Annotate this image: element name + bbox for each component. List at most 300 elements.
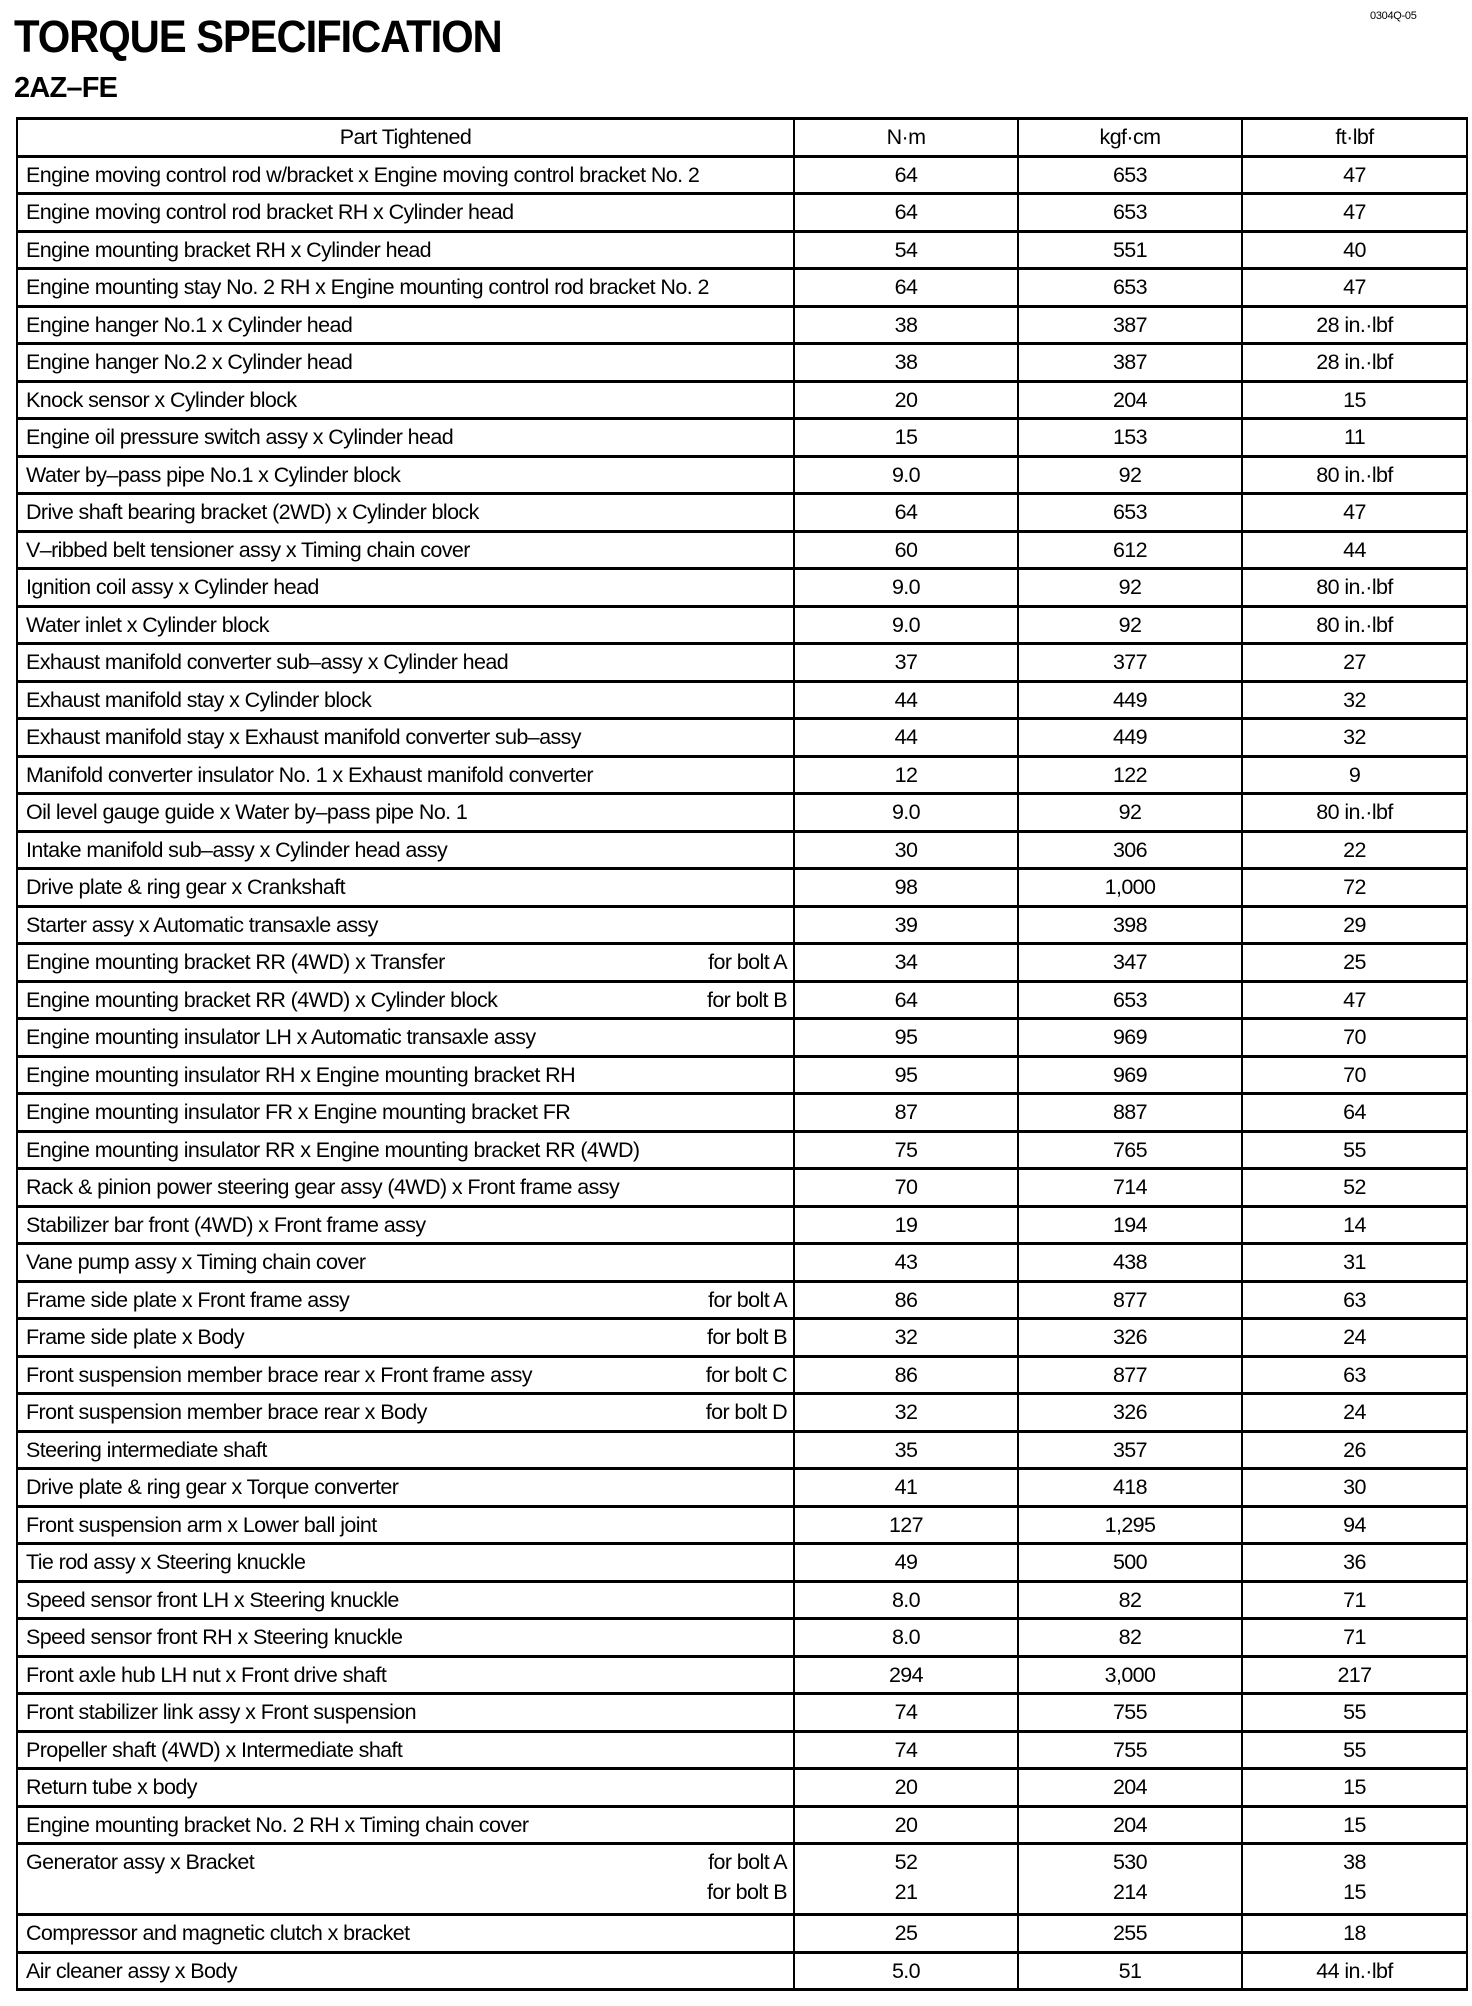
table-row [17,1094,1467,1132]
table-row-generator [17,1844,1467,1915]
part-name: Vane pump assy x Timing chain cover [26,1250,366,1274]
nm-value: 30 [794,831,1018,869]
nm-value: 39 [794,906,1018,944]
nm-value: 32 [794,1394,1018,1432]
nm-value: 19 [794,1206,1018,1244]
part-name: Exhaust manifold stay x Exhaust manifold converter sub–assy [26,725,581,749]
nm-value: 5.0 [794,1952,1018,1990]
ftlbf-value: 30 [1242,1469,1467,1507]
part-name: Steering intermediate shaft [26,1437,267,1462]
nm-value: 60 [794,531,1018,569]
table-row [17,1694,1467,1732]
table-row [17,419,1467,457]
table-row [17,719,1467,757]
part-name: Exhaust manifold converter sub–assy x Cylinder head [26,650,509,674]
table-row [17,1244,1467,1282]
part-cell [17,1544,794,1582]
kgfcm-value: 347 [1018,944,1242,982]
part-name: Engine hanger No.2 x Cylinder head [26,350,353,374]
torque-spec-table [16,117,1468,1991]
part-cell [17,1206,794,1244]
ftlbf-value: 55 [1242,1131,1467,1169]
kgfcm-value: 653 [1018,981,1242,1019]
part-name: Engine hanger No.1 x Cylinder head [26,312,353,337]
table-row [17,681,1467,719]
table-row [17,531,1467,569]
nm-value: 74 [794,1694,1018,1732]
ftlbf-value: 55 [1242,1694,1467,1732]
part-name: Knock sensor x Cylinder block [26,387,297,412]
table-row [17,456,1467,494]
part-name: Engine mounting insulator RR x Engine mounting bracket RR (4WD) [26,1137,640,1162]
nm-value: 9.0 [794,569,1018,607]
part-cell [17,1694,794,1732]
table-row [17,1131,1467,1169]
part-cell [17,269,794,307]
part-cell [17,194,794,232]
kgfcm-value: 765 [1018,1131,1242,1169]
part-name: Engine mounting stay No. 2 RH x Engine mounting control rod bracket No. 2 [26,275,709,299]
part-name: Front axle hub LH nut x Front drive shaft [26,1662,387,1687]
table-row [17,606,1467,644]
ftlbf-value: 47 [1242,156,1467,194]
table-row [17,756,1467,794]
kgfcm-value: 357 [1018,1431,1242,1469]
part-name: Ignition coil assy x Cylinder head [26,575,319,599]
nm-value: 75 [794,1131,1018,1169]
nm-value: 64 [794,156,1018,194]
table-row [17,906,1467,944]
table-row [17,381,1467,419]
ftlbf-value: 70 [1242,1019,1467,1057]
part-cell [17,1806,794,1844]
table-row [17,1206,1467,1244]
nm-value: 95 [794,1056,1018,1094]
ftlbf-value: 28 in.·lbf [1242,344,1467,382]
ftlbf-value: 47 [1242,494,1467,532]
kgfcm-value [1018,1844,1242,1915]
part-name: Engine moving control rod bracket RH x Cylinder head [26,200,514,224]
part-cell [17,1506,794,1544]
kgfcm-value: 387 [1018,306,1242,344]
kgfcm-value: 969 [1018,1056,1242,1094]
nm-value: 64 [794,269,1018,307]
header-part-tightened: Part Tightened [17,119,794,157]
ftlbf-value: 64 [1242,1094,1467,1132]
table-row [17,1169,1467,1207]
bolt-note: for bolt A [708,1850,787,1874]
ftlbf-value: 25 [1242,944,1467,982]
ftlbf-value: 71 [1242,1581,1467,1619]
ftlbf-value: 32 [1242,719,1467,757]
table-row [17,1019,1467,1057]
table-row [17,794,1467,832]
ftlbf-value: 15 [1242,381,1467,419]
part-name: Drive plate & ring gear x Crankshaft [26,875,345,899]
nm-value: 8.0 [794,1581,1018,1619]
ftlbf-value: 94 [1242,1506,1467,1544]
table-row [17,981,1467,1019]
ftlbf-value [1242,1844,1467,1915]
nm-value: 64 [794,494,1018,532]
bolt-note: for bolt A [708,950,787,974]
part-cell [17,644,794,682]
part-cell [17,1915,794,1953]
ftlbf-value: 26 [1242,1431,1467,1469]
part-name: Engine mounting bracket No. 2 RH x Timing chain cover [26,1812,529,1837]
kgfcm-value: 255 [1018,1915,1242,1953]
part-cell [17,831,794,869]
nm-value: 9.0 [794,606,1018,644]
kgfcm-value: 3,000 [1018,1656,1242,1694]
ftlbf-value: 63 [1242,1281,1467,1319]
part-cell [17,906,794,944]
table-row [17,1281,1467,1319]
kgfcm-value: 877 [1018,1356,1242,1394]
table-row [17,1915,1467,1953]
nm-value: 38 [794,344,1018,382]
part-cell [17,494,794,532]
part-cell [17,1394,794,1432]
ftlbf-value: 72 [1242,869,1467,907]
kgfcm-value: 887 [1018,1094,1242,1132]
bolt-note: for bolt B [706,1880,787,1904]
part-cell [17,719,794,757]
kgfcm-value: 755 [1018,1694,1242,1732]
part-cell [17,794,794,832]
page-title: TORQUE SPECIFICATION [14,11,502,62]
ftlbf-value: 44 [1242,531,1467,569]
nm-value: 9.0 [794,456,1018,494]
part-cell [17,156,794,194]
nm-value: 20 [794,1769,1018,1807]
part-name: Air cleaner assy x Body [26,1958,237,1983]
kgfcm-value: 204 [1018,381,1242,419]
table-row [17,1952,1467,1990]
kgfcm-value: 551 [1018,231,1242,269]
part-cell [17,1244,794,1282]
kgfcm-value: 612 [1018,531,1242,569]
kgfcm-value: 92 [1018,606,1242,644]
kgfcm-value: 500 [1018,1544,1242,1582]
ftlbf-value: 28 in.·lbf [1242,306,1467,344]
part-name: Water by–pass pipe No.1 x Cylinder block [26,462,401,487]
part-cell [17,1056,794,1094]
ftlbf-value: 71 [1242,1619,1467,1657]
part-cell [17,381,794,419]
kgfcm-value: 653 [1018,494,1242,532]
kgfcm-value: 755 [1018,1731,1242,1769]
table-header-row [17,119,1467,157]
part-name: Frame side plate x Body [26,1325,245,1349]
nm-value: 127 [794,1506,1018,1544]
kgfcm-value: 194 [1018,1206,1242,1244]
part-name: Engine mounting bracket RR (4WD) x Transfer [26,950,445,974]
nm-value: 43 [794,1244,1018,1282]
table-row [17,344,1467,382]
part-name: Return tube x body [26,1775,197,1799]
kgfcm-value: 418 [1018,1469,1242,1507]
ftlbf-value: 47 [1242,981,1467,1019]
table-row [17,1769,1467,1807]
nm-value: 15 [794,419,1018,457]
kgfcm-value: 714 [1018,1169,1242,1207]
nm-value: 294 [794,1656,1018,1694]
part-name: Exhaust manifold stay x Cylinder block [26,687,372,712]
ftlbf-value: 47 [1242,194,1467,232]
ftlbf-value: 40 [1242,231,1467,269]
document-code: 0304Q-05 [1370,10,1417,22]
part-name: Intake manifold sub–assy x Cylinder head assy [26,837,448,862]
ftlbf-value: 31 [1242,1244,1467,1282]
table-row [17,156,1467,194]
nm-value: 54 [794,231,1018,269]
part-cell [17,1769,794,1807]
nm-value: 41 [794,1469,1018,1507]
nm-value: 64 [794,194,1018,232]
part-cell [17,1131,794,1169]
part-name: Stabilizer bar front (4WD) x Front frame assy [26,1212,426,1237]
part-cell [17,869,794,907]
ftlbf-sub-value: 15 [1343,1880,1366,1904]
ftlbf-value: 52 [1242,1169,1467,1207]
ftlbf-value: 36 [1242,1544,1467,1582]
kgfcm-value: 377 [1018,644,1242,682]
kgfcm-value: 204 [1018,1769,1242,1807]
ftlbf-value: 24 [1242,1394,1467,1432]
part-cell [17,681,794,719]
part-cell [17,1169,794,1207]
part-name: Drive shaft bearing bracket (2WD) x Cylinder block [26,500,479,524]
table-body [17,156,1467,1990]
nm-value: 86 [794,1356,1018,1394]
kgfcm-value: 877 [1018,1281,1242,1319]
table-row [17,644,1467,682]
part-cell [17,1094,794,1132]
nm-value: 49 [794,1544,1018,1582]
table-row [17,1731,1467,1769]
part-name: Front suspension arm x Lower ball joint [26,1512,377,1537]
part-name: Oil level gauge guide x Water by–pass pipe No. 1 [26,800,468,824]
nm-value: 98 [794,869,1018,907]
kgfcm-value: 1,295 [1018,1506,1242,1544]
part-name: Generator assy x Bracket [26,1850,255,1874]
part-cell [17,1281,794,1319]
kgfcm-value: 653 [1018,269,1242,307]
kgfcm-value: 82 [1018,1619,1242,1657]
bolt-note: for bolt C [705,1362,787,1387]
part-cell [17,944,794,982]
table-row [17,231,1467,269]
part-name: Compressor and magnetic clutch x bracket [26,1921,410,1945]
ftlbf-value: 27 [1242,644,1467,682]
part-cell [17,344,794,382]
kgfcm-value: 92 [1018,569,1242,607]
kgfcm-value: 92 [1018,794,1242,832]
bolt-note: for bolt A [708,1287,787,1312]
kgfcm-value: 387 [1018,344,1242,382]
part-cell [17,756,794,794]
nm-value: 20 [794,1806,1018,1844]
kgfcm-value: 653 [1018,156,1242,194]
nm-value: 37 [794,644,1018,682]
part-name: V–ribbed belt tensioner assy x Timing chain cover [26,537,470,562]
table-row [17,569,1467,607]
nm-value: 44 [794,681,1018,719]
nm-value: 74 [794,1731,1018,1769]
part-name: Speed sensor front LH x Steering knuckle [26,1587,399,1612]
kgfcm-value: 449 [1018,681,1242,719]
table-row [17,1544,1467,1582]
part-cell [17,1731,794,1769]
part-cell [17,1469,794,1507]
ftlbf-value: 55 [1242,1731,1467,1769]
nm-sub-value: 52 [894,1850,918,1874]
kgfcm-value: 51 [1018,1952,1242,1990]
header-ftlbf: ft·lbf [1242,119,1467,157]
ftlbf-value: 11 [1242,419,1467,457]
kgfcm-value: 438 [1018,1244,1242,1282]
ftlbf-value: 47 [1242,269,1467,307]
part-name: Engine moving control rod w/bracket x Engine moving control bracket No. 2 [26,162,700,187]
table-row [17,1469,1467,1507]
part-cell [17,306,794,344]
ftlbf-value: 44 in.·lbf [1242,1952,1467,1990]
kgfcm-value: 326 [1018,1319,1242,1357]
kgfcm-value: 449 [1018,719,1242,757]
part-name: Propeller shaft (4WD) x Intermediate shaft [26,1737,403,1762]
table-row [17,194,1467,232]
nm-value: 8.0 [794,1619,1018,1657]
table-row [17,1319,1467,1357]
ftlbf-value: 70 [1242,1056,1467,1094]
part-name: Drive plate & ring gear x Torque converter [26,1475,399,1499]
table-row [17,1619,1467,1657]
part-name: Manifold converter insulator No. 1 x Exhaust manifold converter [26,762,593,787]
ftlbf-value: 63 [1242,1356,1467,1394]
ftlbf-value: 14 [1242,1206,1467,1244]
nm-sub-value: 21 [894,1880,918,1904]
table-row [17,869,1467,907]
part-name: Water inlet x Cylinder block [26,612,269,637]
header-kgfcm: kgf·cm [1018,119,1242,157]
part-cell [17,606,794,644]
nm-value: 38 [794,306,1018,344]
bolt-note: for bolt B [706,1325,787,1349]
table-row [17,1356,1467,1394]
table-row [17,1056,1467,1094]
part-cell [17,231,794,269]
part-name: Engine mounting insulator RH x Engine mounting bracket RH [26,1062,575,1087]
part-name: Speed sensor front RH x Steering knuckle [26,1625,403,1649]
kgfcm-value: 153 [1018,419,1242,457]
ftlbf-value: 9 [1242,756,1467,794]
nm-value: 32 [794,1319,1018,1357]
part-name: Tie rod assy x Steering knuckle [26,1550,306,1574]
ftlbf-value: 24 [1242,1319,1467,1357]
kgfcm-value: 122 [1018,756,1242,794]
part-cell [17,569,794,607]
part-cell [17,1619,794,1657]
part-cell [17,1319,794,1357]
ftlbf-value: 15 [1242,1806,1467,1844]
nm-value: 35 [794,1431,1018,1469]
kgfcm-value: 82 [1018,1581,1242,1619]
part-name: Engine oil pressure switch assy x Cylinder head [26,425,454,449]
table-row [17,494,1467,532]
part-cell [17,1656,794,1694]
part-cell [17,1581,794,1619]
kgfcm-value: 92 [1018,456,1242,494]
part-name: Front suspension member brace rear x Body [26,1400,427,1424]
part-name: Frame side plate x Front frame assy [26,1287,350,1312]
part-cell [17,456,794,494]
ftlbf-value: 80 in.·lbf [1242,569,1467,607]
nm-value: 70 [794,1169,1018,1207]
part-name: Engine mounting insulator LH x Automatic transaxle assy [26,1025,536,1049]
nm-value: 95 [794,1019,1018,1057]
table-row [17,831,1467,869]
ftlbf-value: 80 in.·lbf [1242,606,1467,644]
nm-value: 44 [794,719,1018,757]
table-row [17,1431,1467,1469]
kgfcm-value: 306 [1018,831,1242,869]
header-nm: N·m [794,119,1018,157]
part-cell [17,419,794,457]
ftlbf-value: 217 [1242,1656,1467,1694]
bolt-note: for bolt B [706,987,787,1012]
part-cell [17,1356,794,1394]
part-cell [17,981,794,1019]
kgfcm-sub-value: 530 [1112,1850,1148,1874]
part-cell [17,531,794,569]
ftlbf-value: 15 [1242,1769,1467,1807]
kgfcm-value: 398 [1018,906,1242,944]
table-row [17,1394,1467,1432]
table-row [17,944,1467,982]
nm-value: 25 [794,1915,1018,1953]
kgfcm-value: 326 [1018,1394,1242,1432]
nm-value: 34 [794,944,1018,982]
nm-value: 12 [794,756,1018,794]
ftlbf-value: 80 in.·lbf [1242,794,1467,832]
part-cell [17,1844,794,1915]
part-name: Front stabilizer link assy x Front suspension [26,1700,417,1724]
table-row [17,1806,1467,1844]
table-row [17,306,1467,344]
part-name: Engine mounting bracket RR (4WD) x Cylinder block [26,987,498,1012]
nm-value: 20 [794,381,1018,419]
table-row [17,1581,1467,1619]
kgfcm-sub-value: 214 [1112,1880,1148,1904]
ftlbf-value: 29 [1242,906,1467,944]
ftlbf-value: 32 [1242,681,1467,719]
part-name: Front suspension member brace rear x Front frame assy [26,1362,532,1387]
part-name: Starter assy x Automatic transaxle assy [26,912,378,937]
table-row [17,269,1467,307]
part-cell [17,1431,794,1469]
part-cell [17,1019,794,1057]
kgfcm-value: 204 [1018,1806,1242,1844]
ftlbf-value: 80 in.·lbf [1242,456,1467,494]
kgfcm-value: 969 [1018,1019,1242,1057]
kgfcm-value: 653 [1018,194,1242,232]
nm-value [794,1844,1018,1915]
part-name: Engine mounting insulator FR x Engine mounting bracket FR [26,1100,571,1124]
nm-value: 64 [794,981,1018,1019]
part-cell [17,1952,794,1990]
ftlbf-value: 18 [1242,1915,1467,1953]
